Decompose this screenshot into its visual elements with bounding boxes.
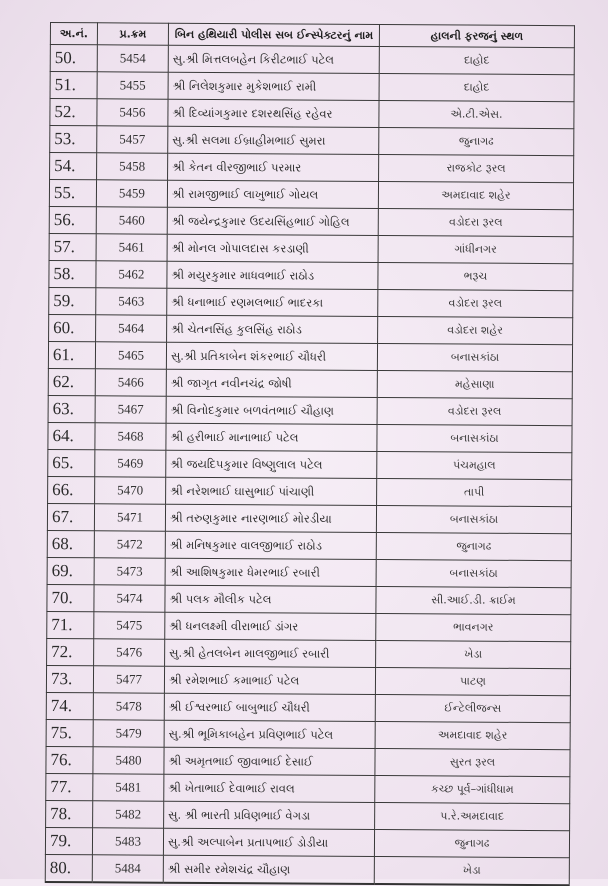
officer-name-cell: શ્રી ખેતાભાઈ દેવાભાઈ રાવલ xyxy=(164,774,375,802)
table-row xyxy=(47,530,571,560)
officer-name-cell: શ્રી ધનલક્ષ્મી વીરાભાઈ ડાંગર xyxy=(165,612,376,640)
officer-name-cell: શ્રી જયેન્દ્રકુમાર ઉદયસિંહભાઈ ગોહિલ xyxy=(167,207,378,235)
pramank-cell: 5463 xyxy=(96,288,167,315)
table-row xyxy=(47,557,571,587)
officer-name-cell: શ્રી અમૃતભાઈ જીવાભાઈ દેસાઈ xyxy=(164,747,375,775)
serial-number-cell: 54. xyxy=(50,153,97,180)
pramank-cell: 5478 xyxy=(93,693,164,720)
officer-name-cell: શ્રી નરેશભાઈ ઘાસુભાઈ પાંચાણી xyxy=(166,477,377,505)
table-row xyxy=(50,45,574,75)
serial-number-cell: 75. xyxy=(46,719,93,746)
table-row xyxy=(48,422,572,452)
officer-name-cell: શ્રી ધનાભાઈ રણમલભાઈ ભાદરકા xyxy=(167,288,378,316)
pramank-cell: 5483 xyxy=(92,828,163,855)
table-body xyxy=(45,45,574,886)
officer-name-cell: શ્રી મયુરકુમાર માધવભાઈ રાઠોડ xyxy=(167,261,378,289)
officer-name-cell: શ્રી જયદિપકુમાર વિષ્ણુલાલ પટેલ xyxy=(166,450,377,478)
officer-name-cell: સુ.શ્રી પ્રતિકાબેન શંકરભાઈ ચૌધરી xyxy=(166,342,377,370)
posting-place-cell: કચ્છ પૂર્વ–ગાંધીધામ xyxy=(375,775,570,803)
officer-name-cell: શ્રી કેતન વીરજીભાઈ પરમાર xyxy=(168,153,379,181)
table-row xyxy=(46,773,570,803)
serial-number-cell: 70. xyxy=(47,584,94,611)
officer-name-cell: સુ.શ્રી ભૂમિકાબહેન પ્રવિણભાઈ પટેલ xyxy=(164,720,375,748)
posting-place-cell: બનાસકાંઠા xyxy=(377,344,572,372)
table-row xyxy=(50,99,574,129)
header-serial-number: અ.નં. xyxy=(50,23,97,45)
officer-name-cell: સુ.શ્રી મિત્તલબહેન કિરીટભાઈ પટેલ xyxy=(168,45,379,73)
officer-name-cell: શ્રી સમીર રમેશચંદ્ર ચૌહાણ xyxy=(163,855,374,884)
posting-place-cell: વડોદરા રૂરલ xyxy=(377,398,572,426)
table-row xyxy=(48,368,572,398)
posting-place-cell: એ.ટી.એસ. xyxy=(379,101,574,129)
table-row xyxy=(47,638,571,668)
table-row xyxy=(50,153,574,183)
officer-name-cell: સુ.શ્રી સલમા ઈબ્રાહીમભાઈ સુમરા xyxy=(168,126,379,154)
serial-number-cell: 79. xyxy=(45,827,92,854)
serial-number-cell: 71. xyxy=(47,611,94,638)
table-row xyxy=(48,341,572,371)
table-row xyxy=(48,395,572,425)
posting-place-cell: જુનાગઢ xyxy=(376,533,571,561)
header-current-posting: હાલની ફરજનું સ્થળ xyxy=(379,25,574,48)
officer-name-cell: શ્રી ચેતનસિંહ કુલસિંહ રાઠોડ xyxy=(167,315,378,343)
posting-place-cell: અમદાવાદ શહેર xyxy=(375,721,570,749)
pramank-cell: 5461 xyxy=(96,234,167,261)
pramank-cell: 5456 xyxy=(97,99,168,126)
serial-number-cell: 76. xyxy=(46,746,93,773)
serial-number-cell: 67. xyxy=(47,503,94,530)
pramank-cell: 5474 xyxy=(94,585,165,612)
pramank-cell: 5482 xyxy=(93,801,164,828)
table-row xyxy=(45,854,569,885)
pramank-cell: 5477 xyxy=(93,666,164,693)
officer-name-cell: શ્રી મનિષકુમાર વાલજીભાઈ રાઠોડ xyxy=(165,531,376,559)
pramank-cell: 5466 xyxy=(95,369,166,396)
table-row xyxy=(46,746,570,776)
serial-number-cell: 50. xyxy=(50,45,97,72)
officer-name-cell: શ્રી નિલેશકુમાર મુકેશભાઈ રામી xyxy=(168,72,379,100)
officer-name-cell: શ્રી દિવ્યાંગકુમાર દશરથસિંહ રહેવર xyxy=(168,99,379,127)
serial-number-cell: 56. xyxy=(49,206,96,233)
serial-number-cell: 74. xyxy=(46,692,93,719)
table-row xyxy=(49,287,573,317)
table-row xyxy=(48,449,572,479)
posting-place-cell: બનાસકાંઠા xyxy=(376,560,571,588)
table-row xyxy=(50,126,574,156)
posting-place-cell: બનાસકાંઠા xyxy=(376,506,571,534)
serial-number-cell: 57. xyxy=(49,233,96,260)
posting-place-cell: ઈન્ટેલીજન્સ xyxy=(375,695,570,723)
pramank-cell: 5475 xyxy=(94,612,165,639)
table-row xyxy=(48,476,572,506)
serial-number-cell: 55. xyxy=(49,180,96,207)
pramank-cell: 5455 xyxy=(97,72,168,99)
serial-number-cell: 58. xyxy=(49,260,96,287)
serial-number-cell: 59. xyxy=(49,287,96,314)
posting-place-cell: સુરત રૂરલ xyxy=(375,748,570,776)
officer-name-cell: શ્રી રમેશભાઈ કમાભાઈ પટેલ xyxy=(164,666,375,694)
posting-place-cell: ખેડા xyxy=(376,641,571,669)
table-row xyxy=(47,611,571,641)
table-row xyxy=(50,72,574,102)
table-row xyxy=(49,180,573,210)
posting-place-cell: વડોદરા રૂરલ xyxy=(378,209,573,237)
pramank-cell: 5457 xyxy=(97,126,168,153)
pramank-cell: 5480 xyxy=(93,747,164,774)
serial-number-cell: 61. xyxy=(48,341,95,368)
pramank-cell: 5459 xyxy=(96,180,167,207)
serial-number-cell: 53. xyxy=(50,126,97,153)
serial-number-cell: 72. xyxy=(47,638,94,665)
posting-place-cell: દાહોદ xyxy=(379,74,574,102)
pramank-cell: 5468 xyxy=(95,423,166,450)
serial-number-cell: 62. xyxy=(48,368,95,395)
table-row xyxy=(47,584,571,614)
table-row xyxy=(46,719,570,749)
pramank-cell: 5472 xyxy=(94,531,165,558)
serial-number-cell: 60. xyxy=(49,314,96,341)
officer-name-cell: સુ. શ્રી ભારતી પ્રવિણભાઈ વેગડા xyxy=(164,801,375,829)
pramank-cell: 5470 xyxy=(95,477,166,504)
officer-name-cell: શ્રી મોનલ ગોપાલદાસ કરડાણી xyxy=(167,234,378,262)
table-row xyxy=(46,665,570,695)
posting-place-cell: ભાવનગર xyxy=(376,614,571,642)
serial-number-cell: 77. xyxy=(46,773,93,800)
pramank-cell: 5484 xyxy=(92,855,163,883)
pramank-cell: 5464 xyxy=(96,315,167,342)
table-row xyxy=(45,827,569,857)
table-row xyxy=(49,260,573,290)
posting-place-cell: જુનાગઢ xyxy=(374,829,569,857)
posting-place-cell: તાપી xyxy=(377,479,572,507)
posting-place-cell: વડોદરા શહેર xyxy=(378,317,573,345)
pramank-cell: 5481 xyxy=(93,774,164,801)
pramank-cell: 5465 xyxy=(95,342,166,369)
officer-posting-table xyxy=(45,22,575,886)
posting-place-cell: અમદાવાદ શહેર xyxy=(378,182,573,210)
pramank-cell: 5467 xyxy=(95,396,166,423)
posting-place-cell: રાજકોટ રૂરલ xyxy=(379,155,574,183)
serial-number-cell: 80. xyxy=(45,854,92,882)
pramank-cell: 5476 xyxy=(94,639,165,666)
table-row xyxy=(49,206,573,236)
serial-number-cell: 73. xyxy=(46,665,93,692)
officer-name-cell: શ્રી હરીભાઈ માનાભાઈ પટેલ xyxy=(166,423,377,451)
pramank-cell: 5458 xyxy=(97,153,168,180)
posting-place-cell: પાટણ xyxy=(375,668,570,696)
officer-name-cell: શ્રી વિનોદકુમાર બળવંતભાઈ ચૌહાણ xyxy=(166,396,377,424)
table-header-row xyxy=(50,23,574,48)
posting-place-cell: મહેસાણા xyxy=(377,371,572,399)
posting-place-cell: ભરૂચ xyxy=(378,263,573,291)
posting-place-cell: બનાસકાંઠા xyxy=(377,425,572,453)
officer-name-cell: સુ.શ્રી હેતલબેન માલજીભાઈ રબારી xyxy=(165,639,376,667)
table-row xyxy=(47,503,571,533)
serial-number-cell: 64. xyxy=(48,422,95,449)
header-pramank: પ્ર.ક્રમ xyxy=(97,23,168,45)
posting-place-cell: ખેડા xyxy=(374,856,569,885)
posting-place-cell: ગાંધીનગર xyxy=(378,236,573,264)
serial-number-cell: 78. xyxy=(46,800,93,827)
serial-number-cell: 69. xyxy=(47,557,94,584)
serial-number-cell: 51. xyxy=(50,72,97,99)
pramank-cell: 5471 xyxy=(94,504,165,531)
posting-place-cell: દાહોદ xyxy=(379,47,574,75)
pramank-cell: 5469 xyxy=(95,450,166,477)
posting-place-cell: વડોદરા રૂરલ xyxy=(378,290,573,318)
serial-number-cell: 63. xyxy=(48,395,95,422)
table-row xyxy=(49,314,573,344)
posting-place-cell: જુનાગઢ xyxy=(379,128,574,156)
pramank-cell: 5462 xyxy=(96,261,167,288)
officer-name-cell: શ્રી પલક મૌલીક પટેલ xyxy=(165,585,376,613)
header-officer-name: બિન હથિયારી પોલીસ સબ ઈન્સ્પેક્ટરનું નામ xyxy=(168,23,379,46)
pramank-cell: 5460 xyxy=(96,207,167,234)
officer-name-cell: શ્રી તરુણકુમાર નારણભાઈ મોરડીયા xyxy=(165,504,376,532)
officer-name-cell: શ્રી આશિષકુમાર ધેમરભાઈ રબારી xyxy=(165,558,376,586)
table-row xyxy=(46,692,570,722)
posting-place-cell: સી.આઈ.ડી. ક્રાઈમ xyxy=(376,587,571,615)
pramank-cell: 5473 xyxy=(94,558,165,585)
posting-place-cell: પ.રે.અમદાવાદ xyxy=(375,802,570,830)
table-row xyxy=(46,800,570,830)
serial-number-cell: 65. xyxy=(48,449,95,476)
pramank-cell: 5479 xyxy=(93,720,164,747)
serial-number-cell: 66. xyxy=(48,476,95,503)
officer-name-cell: શ્રી જાગૃત નવીનચંદ્ર જોષી xyxy=(166,369,377,397)
officer-name-cell: સુ.શ્રી અલ્પાબેન પ્રતાપભાઈ ડોડીયા xyxy=(163,828,374,856)
officer-name-cell: શ્રી ઈશ્વરભાઈ બાબુભાઈ ચૌધરી xyxy=(164,693,375,721)
serial-number-cell: 52. xyxy=(50,99,97,126)
officer-list-table-wrapper xyxy=(45,22,574,886)
table-row xyxy=(49,233,573,263)
serial-number-cell: 68. xyxy=(47,530,94,557)
posting-place-cell: પંચમહાલ xyxy=(377,452,572,480)
officer-name-cell: શ્રી રામજીભાઈ લાખુભાઈ ગોયલ xyxy=(167,180,378,208)
pramank-cell: 5454 xyxy=(97,45,168,72)
